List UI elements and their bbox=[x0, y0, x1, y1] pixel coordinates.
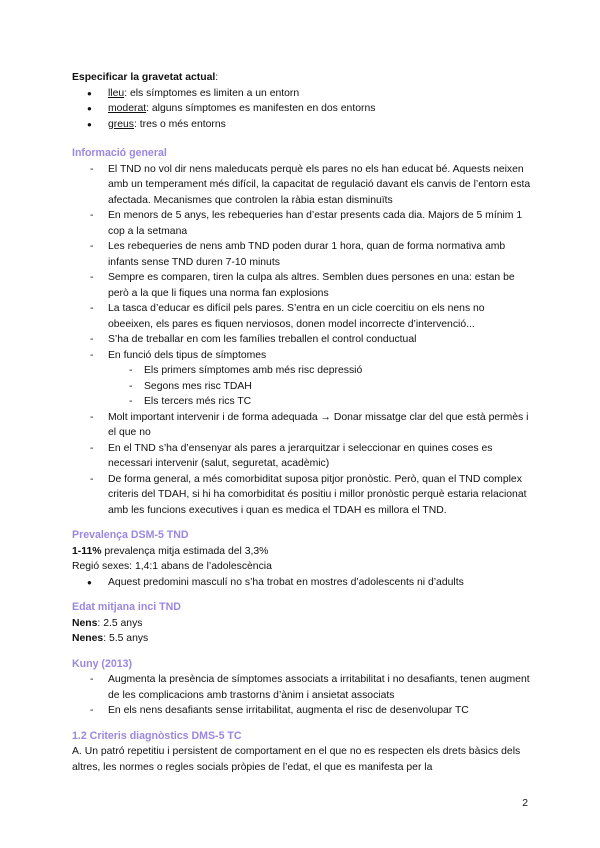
list-item: - De forma general, a més comorbiditat suposa pitjor pronòstic. Però, quan el TND complex criteris del TDAH, si hi ha comorbiditat és positiu i millor pronòstic perquè estaria relacionat amb les funcions executives i quan es medica el TDAH es millora el TND. bbox=[72, 472, 532, 519]
kuny-heading: Kuny (2013) bbox=[72, 657, 133, 670]
list-item: - Molt important intervenir i de forma adequada → Donar missatge clar del que està permès i el que no bbox=[72, 410, 532, 441]
prevalence-list bbox=[72, 575, 532, 591]
criteria-text: A. Un patró repetitiu i persistent de comportament en el que no es respecten els drets bàsics dels altres, les normes o regles socials pròpies de l’edat, el que es manifesta per la bbox=[72, 746, 521, 773]
list-item bbox=[72, 101, 532, 117]
sub-list-item: - Segons mes risc TDAH bbox=[108, 379, 532, 395]
severity-title: Especificar la gravetat actual bbox=[72, 72, 216, 83]
list-item: - En el TND s’ha d’ensenyar als pares a jerarquitzar i seleccionar en quines coses es necessari intervenir (salut, seguretat, acadèmic) bbox=[72, 441, 532, 472]
prevalence-line-2: Regió sexes: 1,4:1 abans de l’adolescència bbox=[72, 561, 272, 572]
severity-list bbox=[72, 86, 532, 133]
severity-text: : tres o més entorns bbox=[134, 118, 226, 130]
onset-label: Nenes bbox=[72, 633, 104, 644]
symptom-types-label: En funció dels tipus de símptomes bbox=[108, 349, 267, 361]
page-content bbox=[72, 70, 532, 775]
sub-list-item: - Els tercers més rics TC bbox=[108, 394, 532, 410]
severity-text: : els símptomes es limiten a un entorn bbox=[124, 87, 300, 99]
list-item: - Augmenta la presència de símptomes associats a irritabilitat i no desafiants, tenen augment de les complicacions amb trastorns d’ànim i ansietat associats bbox=[72, 672, 532, 703]
symptom-types-sublist bbox=[108, 363, 532, 410]
severity-term: moderat bbox=[108, 103, 147, 114]
onset-row bbox=[72, 631, 532, 647]
general-heading: Informació general bbox=[72, 147, 167, 159]
list-item: ● Aquest predomini masculí no s’ha trobat en mostres d’adolescents ni d’adults bbox=[72, 575, 532, 591]
prevalence-heading: Prevalença DSM-5 TND bbox=[72, 529, 189, 541]
onset-value: : 5.5 anys bbox=[103, 633, 149, 644]
severity-term: lleu bbox=[108, 87, 125, 99]
list-item: - En menors de 5 anys, les rebequeries han d’estar presents cada dia. Majors de 5 mínim 1 cop a la setmana bbox=[72, 208, 532, 239]
list-item bbox=[72, 86, 532, 102]
list-item: - La tasca d’educar es difícil pels pares. S’entra en un cicle coercitiu on els nens no obeeixen, els pares es fiquen nerviosos, donen model incorrecte d’intervenció... bbox=[72, 301, 532, 332]
severity-title-line bbox=[72, 70, 532, 86]
onset-heading: Edat mitjana inci TND bbox=[72, 601, 181, 613]
page-number: 2 bbox=[522, 798, 528, 809]
onset-label: Nens bbox=[72, 617, 98, 629]
list-item: - En els nens desafiants sense irritabilitat, augmenta el risc de desenvolupar TC bbox=[72, 703, 532, 719]
severity-text: : alguns símptomes es manifesten en dos entorns bbox=[146, 103, 376, 114]
list-item: - El TND no vol dir nens maleducats perquè els pares no els han educat bé. Aquests neixen amb un temperament més difícil, la capacitat de regulació davant els canvis de l’entorn esta afectada. Mecanismes que controlen la ràbia estan disminuïts bbox=[72, 162, 532, 209]
symptom-types-item bbox=[72, 348, 532, 410]
prevalence-rest: prevalença mitja estimada del 3,3% bbox=[101, 545, 269, 557]
criteria-heading: 1.2 Criteris diagnòstics DMS-5 TC bbox=[72, 729, 242, 742]
kuny-list bbox=[72, 672, 532, 719]
general-list bbox=[72, 162, 532, 519]
onset-row bbox=[72, 616, 532, 632]
list-item bbox=[72, 117, 532, 133]
list-item: - Sempre es comparen, tiren la culpa als altres. Semblen dues persones en una: estan be però a la que li fiques una norma fan explosions bbox=[72, 270, 532, 301]
severity-title-colon: : bbox=[215, 72, 219, 83]
list-item: - Les rebequeries de nens amb TND poden durar 1 hora, quan de forma normativa amb infants sense TND duren 7-10 minuts bbox=[72, 239, 532, 270]
prevalence-range: 1-11% bbox=[72, 545, 102, 557]
prevalence-line-1 bbox=[72, 544, 532, 560]
list-item: - S’ha de treballar en com les famílies treballen el control conductual bbox=[72, 332, 532, 348]
onset-value: : 2.5 anys bbox=[97, 617, 143, 629]
severity-term: greus bbox=[108, 118, 134, 130]
sub-list-item: - Els primers símptomes amb més risc depressió bbox=[108, 363, 532, 379]
